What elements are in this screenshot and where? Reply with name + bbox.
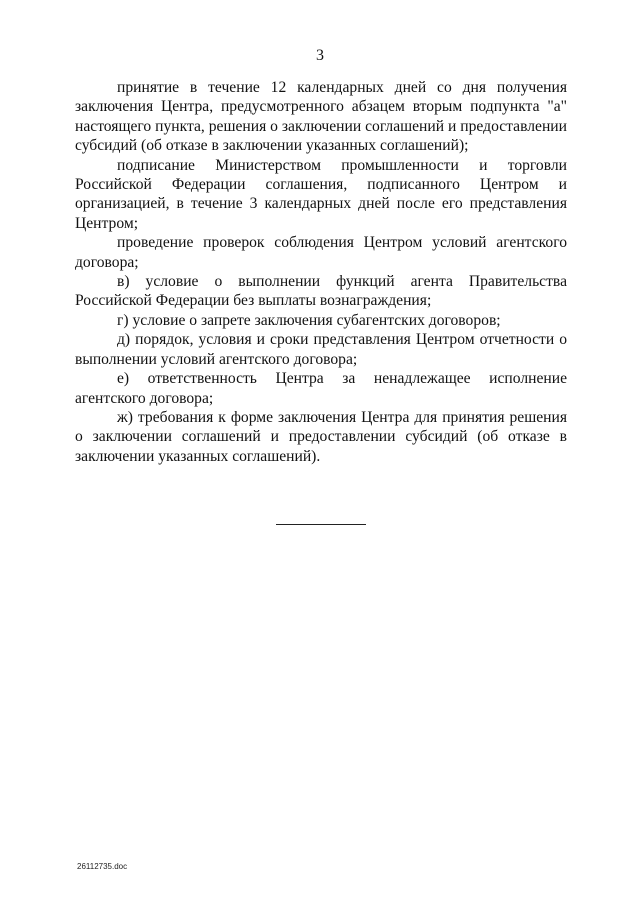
footer-file-name: 26112735.doc [77, 862, 128, 871]
paragraph-item-v: в) условие о выполнении функций агента Правительства Российской Федерации без выплаты вознаграждения; [75, 273, 567, 310]
paragraph-item-e: е) ответственность Центра за ненадлежащее исполнение агентского договора; [75, 370, 567, 407]
paragraph-item-g: г) условие о запрете заключения субагентских договоров; [117, 311, 501, 329]
paragraph-decision-on-subsidies: принятие в течение 12 календарных дней со дня получения заключения Центра, предусмотренного абзацем вторым подпункта "а" настоящего пункта, решения о заключении соглашений и предоставлении субсидий (об отказе в заключении указанных соглашений); [75, 79, 567, 155]
paragraph-compliance-checks: проведение проверок соблюдения Центром условий агентского договора; [75, 234, 567, 271]
page-number: 3 [316, 47, 324, 64]
document-body [75, 78, 567, 466]
paragraph-item-d: д) порядок, условия и сроки представления Центром отчетности о выполнении условий агентского договора; [75, 331, 567, 368]
paragraph-ministry-signing: подписание Министерством промышленности и торговли Российской Федерации соглашения, подписанного Центром и организацией, в течение 3 календарных дней после его представления Центром; [75, 156, 567, 232]
end-separator-line [276, 524, 366, 525]
paragraph-item-zh: ж) требования к форме заключения Центра для принятия решения о заключении соглашений и предоставлении субсидий (об отказе в заключении указанных соглашений). [75, 408, 567, 465]
